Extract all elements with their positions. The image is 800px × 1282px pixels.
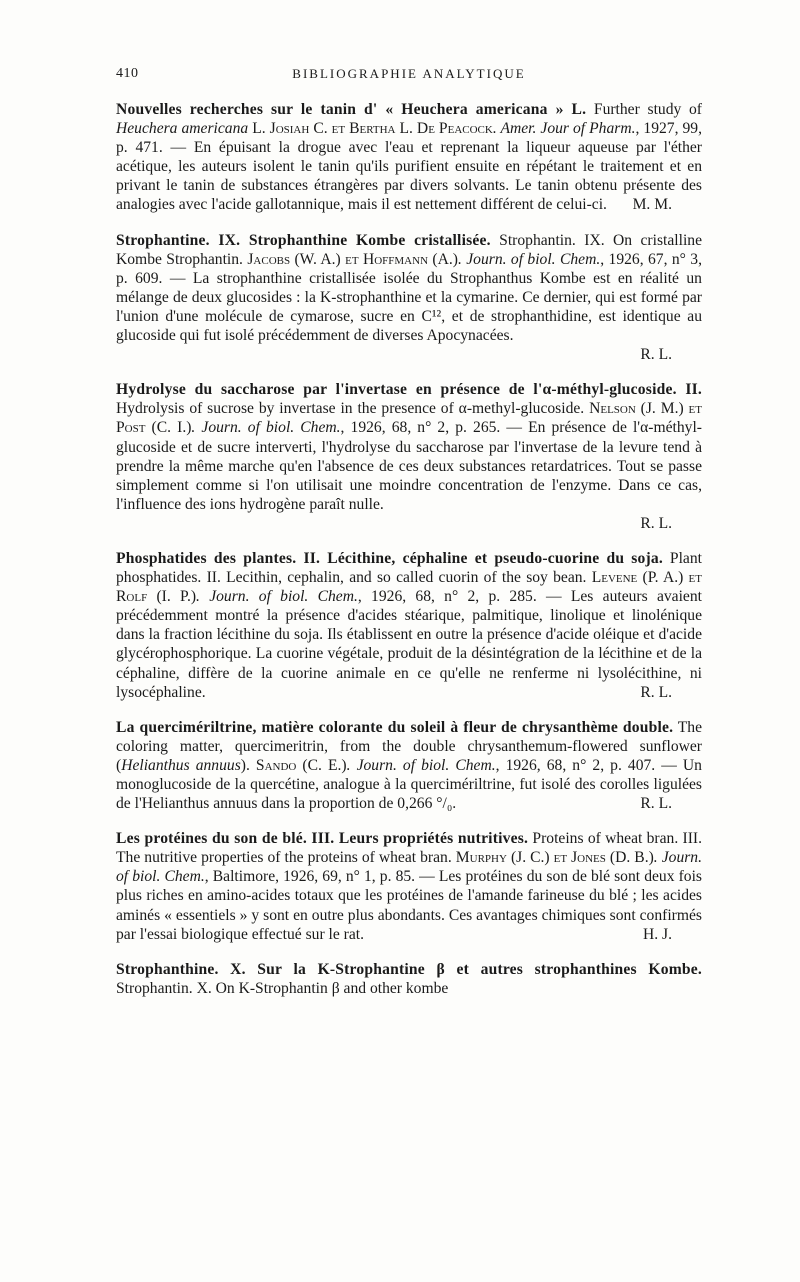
entry-reference: Hydrolysis of sucrose by invertase in the presence of α-methyl-glucoside.	[116, 400, 590, 418]
entry-reference: The coloring matter, quercimeritrin, from the double chrysanthemum-flowered sunflower (	[116, 718, 702, 774]
entry-abstract: — Un monoglucoside de la quercétine, analogue à la quercimériltrine, fut isolé des corolles ligulées de l'Helianthus annuus dans la proportion de 0,266 °/₀.	[116, 756, 702, 813]
bibliographic-entry	[116, 380, 702, 533]
entry-reference-italic: Heuchera americana	[116, 120, 249, 138]
entry-title: Strophanthine. X. Sur la K-Strophantine β et autres strophanthines Kombe.	[116, 960, 702, 978]
entry-title: Les protéines du son de blé. III. Leurs propriétés nutritives.	[116, 830, 529, 848]
bibliographic-entry	[116, 960, 702, 998]
entry-title: La quercimériltrine, matière colorante du soleil à fleur de chrysanthème double.	[116, 718, 674, 736]
entry-signature: R. L.	[640, 795, 672, 813]
bibliographic-entry	[116, 549, 702, 702]
entry-reference: Strophantin. X. On K-Strophantin β and other kombe	[116, 979, 449, 997]
entry-reference: Proteins of wheat bran. III. The nutritive properties of the proteins of wheat bran.	[116, 830, 703, 867]
running-head: BIBLIOGRAPHIE ANALYTIQUE	[292, 66, 526, 81]
entry-abstract: — En épuisant la drogue avec l'eau et reprenant la liqueur aqueuse par l'éther acétique, les auteurs isolent le tanin qu'ils purifient ensuite en répétant le traitement et en privant le tanin de substances étrangères par divers solvants. Le tanin obtenu présente des analogies avec l'acide gallotannique, mais il est nettement différent de celui-ci.	[116, 139, 702, 214]
entry-journal: . Journ. of biol. Chem.	[457, 250, 601, 268]
entry-title: Nouvelles recherches sur le tanin d' « Heuchera americana » L.	[116, 101, 587, 118]
page-number: 410	[116, 66, 139, 81]
entry-authors: Murphy (J. C.) et Jones (D. B.)	[455, 849, 654, 867]
entry-citation: , 1926, 68, n° 2, p. 265.	[340, 419, 501, 437]
entry-reference: Plant phosphatides. II. Lecithin, cephalin, and so called cuorin of the soy bean.	[116, 549, 702, 587]
entry-journal: . Journ. of biol. Chem.	[346, 756, 496, 774]
entry-citation: , 1927, 99, p. 471.	[116, 120, 702, 157]
bibliographic-entry	[116, 829, 702, 944]
entry-reference-italic: Helianthus annuus	[121, 756, 241, 774]
entry-signature: R. L.	[640, 683, 672, 701]
entry-authors: Nelson (J. M.) et Post (C. I.)	[116, 400, 702, 437]
page-header	[116, 66, 702, 86]
bibliographic-entry	[116, 231, 702, 365]
entry-authors: Josiah C. et Bertha L. De Peacock	[269, 120, 493, 138]
entry-title: Strophantine. IX. Strophanthine Kombe cristallisée.	[116, 231, 491, 249]
entry-signature: H. J.	[642, 925, 672, 943]
bibliographic-entry	[116, 100, 702, 215]
entry-abstract: — La strophanthine cristallisée isolée du Strophanthus Kombe est en réalité un mélange de deux glucosides : la K-strophanthine et la cymarine. Ce dernier, qui est formé par l'union d'une molécule de cymarose, sucre en C¹², et de strophanthidine, est identique au glucoside qui fut isolé précédemment de diverses Apocynacées.	[116, 269, 702, 345]
entry-reference-cont: L.	[248, 120, 270, 138]
entry-journal: . Journ. of biol. Chem.	[191, 419, 341, 437]
entry-citation: , 1926, 68, n° 2, p. 407.	[495, 756, 656, 774]
entry-citation: , 1926, 67, n° 3, p. 609.	[116, 250, 702, 287]
entry-authors: Jacobs (W. A.) et Hoffmann (A.)	[247, 250, 458, 268]
entry-title: Hydrolyse du saccharose par l'invertase en présence de l'α-méthyl-glucoside. II.	[116, 381, 702, 399]
page-body	[116, 100, 702, 998]
entry-journal: . Amer. Jour of Pharm.	[492, 120, 636, 138]
entry-citation: , Baltimore, 1926, 69, n° 1, p. 85.	[204, 868, 416, 886]
entry-signature: M. M.	[632, 196, 672, 214]
entry-title: Phosphatides des plantes. II. Lécithine, céphaline et pseudo-cuorine du soja.	[116, 549, 664, 567]
entry-authors: Sando (C. E.)	[255, 756, 347, 774]
entry-abstract: — Les protéines du son de blé sont deux fois plus riches en amino-acides totaux que les protéines de l'amande farineuse du blé ; les acides aminés « essentiels » y sont en outre plus abondants. Ces avantages chimiques sont confirmés par l'essai biologique effectué sur le rat.	[116, 868, 702, 943]
entry-abstract: — Les auteurs avaient précédemment montré la présence d'acides stéarique, palmitique, linolique et linolénique dans la fraction lécithine du soja. Ils établissent en outre la présence d'acide oléique et d'acide glycérophosphorique. La cuorine végétale, produit de la désintégration de la lécithine et de la céphaline, diffère de la cuorine animale en ce qu'elle ne renferme ni lysolécithine, ni lysocéphaline.	[116, 588, 702, 701]
entry-signature: R. L.	[640, 514, 672, 532]
entry-reference: Strophantin. IX. On cristalline Kombe Strophantin.	[116, 231, 702, 268]
entry-abstract: — En présence de l'α-méthyl-glucoside et de sucre interverti, l'hydrolyse du saccharose par l'invertase de la levure tend à prendre la même marche qu'en l'absence de ces deux substances retardatrices. Tout se passe simplement comme si l'on utilisait une moindre concentration de l'enzyme. Dans ce cas, l'influence des ions hydrogène paraît nulle.	[116, 419, 702, 513]
entry-reference: Further study of	[586, 101, 702, 118]
bibliographic-entry	[116, 718, 702, 813]
entry-citation: , 1926, 68, n° 2, p. 285.	[357, 588, 537, 606]
entry-authors: Levene (P. A.) et Rolf (I. P.)	[116, 569, 702, 606]
entry-signature: R. L.	[640, 346, 672, 364]
entry-journal: . Journ. of biol. Chem.	[196, 588, 358, 606]
entry-reference-cont: ).	[240, 756, 256, 774]
entry-journal: . Journ. of biol. Chem.	[116, 849, 702, 886]
